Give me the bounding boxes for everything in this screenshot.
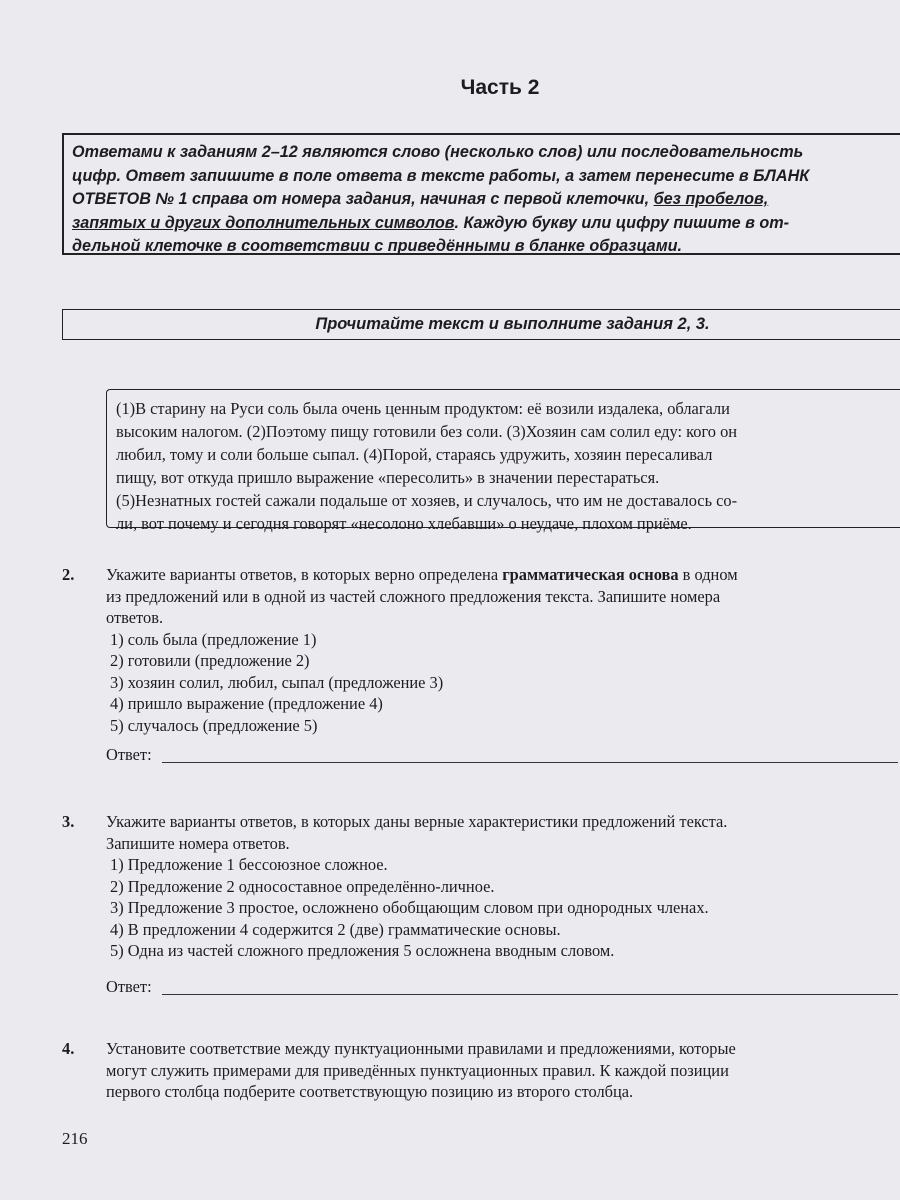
task-2-line-2: из предложений или в одной из частей сложного предложения текста. Запишите номера bbox=[106, 586, 721, 606]
text-line: (5)Незнатных гостей сажали подальше от хозяев, и случалось, что им не доставалось со- bbox=[116, 491, 738, 510]
task-3-option: 2) Предложение 2 односоставное определённо-личное. bbox=[110, 876, 495, 896]
task-3-answer-row bbox=[106, 976, 900, 1000]
task-4-line-2: могут служить примерами для приведённых пунктуационных правил. К каждой позиции bbox=[106, 1060, 729, 1080]
task-3-option: 1) Предложение 1 бессоюзное сложное. bbox=[110, 855, 388, 874]
instructions-line-3: ОТВЕТОВ № 1 справа от номера задания, начиная с первой клеточки, без пробелов, bbox=[72, 190, 769, 208]
text-line: высоким налогом. (2)Поэтому пищу готовили без соли. (3)Хозяин сам солил еду: кого он bbox=[116, 422, 738, 441]
task-2-option: 4) пришло выражение (предложение 4) bbox=[110, 694, 383, 713]
task-3-option: 4) В предложении 4 содержится 2 (две) грамматические основы. bbox=[110, 919, 561, 939]
task-3-option: 5) Одна из частей сложного предложения 5 осложнена вводным словом. bbox=[110, 941, 615, 960]
task-3-number: 3. bbox=[62, 812, 75, 831]
task-2-answer-label: Ответ: bbox=[106, 745, 152, 764]
instructions-line-4: запятых и других дополнительных символов. Каждую букву или цифру пишите в от- bbox=[72, 213, 790, 232]
text-line: любил, тому и соли больше сыпал. (4)Порой, стараясь удружить, хозяин пересаливал bbox=[116, 445, 713, 464]
task-3-option: 3) Предложение 3 простое, осложнено обобщающим словом при однородных членах. bbox=[110, 898, 709, 917]
task-2-option: 3) хозяин солил, любил, сыпал (предложение 3) bbox=[110, 672, 444, 692]
part-title: Часть 2 bbox=[460, 76, 540, 99]
task-4-line-3: первого столбца подберите соответствующую позицию из второго столбца. bbox=[106, 1082, 634, 1101]
task-2-option: 1) соль была (предложение 1) bbox=[110, 629, 317, 649]
source-text-box bbox=[106, 389, 900, 533]
read-prompt-box bbox=[62, 309, 900, 340]
task-2-answer-row bbox=[106, 744, 900, 768]
instructions-line-5: дельной клеточке в соответствии с приведёнными в бланке образцами. bbox=[72, 237, 683, 255]
task-3-answer-line[interactable] bbox=[162, 994, 898, 995]
task-4-number: 4. bbox=[62, 1039, 75, 1058]
task-4-line-1: Установите соответствие между пунктуационными правилами и предложениями, которые bbox=[106, 1039, 736, 1058]
read-prompt: Прочитайте текст и выполните задания 2, 3. bbox=[315, 315, 710, 333]
task-2-option: 2) готовили (предложение 2) bbox=[110, 651, 310, 670]
task-2-option: 5) случалось (предложение 5) bbox=[110, 715, 318, 735]
page-number: 216 bbox=[62, 1129, 88, 1148]
task-3-line-2: Запишите номера ответов. bbox=[106, 833, 290, 853]
task-3-line-1: Укажите варианты ответов, в которых даны верные характеристики предложений текста. bbox=[106, 812, 728, 831]
task-3-answer-label: Ответ: bbox=[106, 976, 152, 996]
text-line: пищу, вот откуда пришло выражение «пересолить» в значении перестараться. bbox=[116, 468, 660, 487]
task-2-number: 2. bbox=[62, 565, 75, 584]
instructions-line-2: цифр. Ответ запишите в поле ответа в тексте работы, а затем перенесите в БЛАНК bbox=[72, 166, 810, 185]
task-2-line-1: Укажите варианты ответов, в которых верно определена грамматическая основа в одном bbox=[106, 565, 738, 584]
instructions-line-1: Ответами к заданиям 2–12 являются слово (несколько слов) или последовательность bbox=[72, 143, 804, 161]
task-2-line-3: ответов. bbox=[106, 608, 164, 627]
text-line: ли, вот почему и сегодня говорят «несолоно хлебавши» о неудаче, плохом приёме. bbox=[116, 514, 692, 533]
text-line: (1)В старину на Руси соль была очень ценным продуктом: её возили издалека, облагали bbox=[116, 399, 730, 418]
instructions-box bbox=[62, 133, 900, 255]
task-2-answer-line[interactable] bbox=[162, 762, 898, 763]
